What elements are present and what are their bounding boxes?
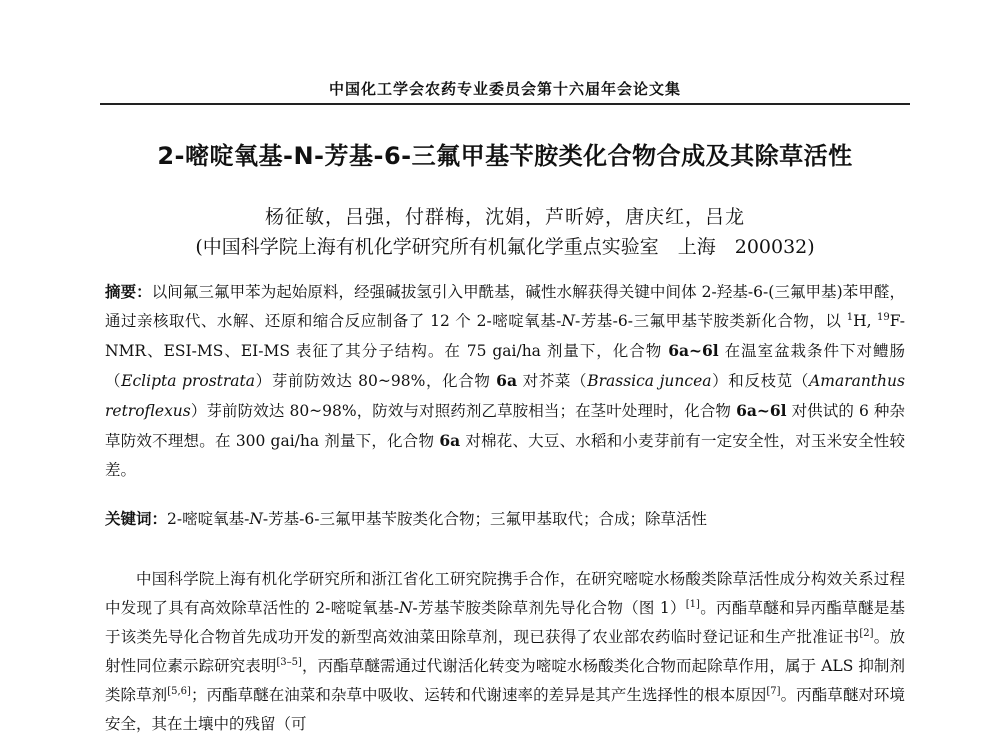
abstract-text: ）和反枝苋（ [711, 372, 810, 390]
abstract-italic-n: N [561, 312, 575, 330]
citation-ref: [1] [685, 598, 700, 610]
abstract-text: 对芥菜（ [517, 372, 588, 390]
abstract-text: F-NMR、ESI-MS、EI-MS 表征了其分子结构。在 75 gai/ha 剂量下，化合物 [105, 312, 905, 360]
body-text-run: 。丙酯草醚对环境安全，其在土壤中的残留（可 [105, 686, 905, 733]
citation-ref: [3–5] [276, 656, 302, 668]
species-name: Amaranthus retroflexus [105, 372, 905, 420]
running-header: 中国化工学会农药专业委员会第十六届年会论文集 [328, 80, 681, 98]
citation-ref: [7] [766, 685, 781, 697]
body-text [105, 565, 905, 737]
keywords-label: 关键词： [105, 510, 168, 528]
compound-label: 6a~6l [668, 341, 719, 360]
compound-label: 6a [439, 431, 461, 450]
abstract-text: ）芽前防效达 80~98%，防效与对照药剂乙草胺相当；在茎叶处理时，化合物 [190, 402, 737, 420]
abstract-text: ）芽前防效达 80~98%，化合物 [255, 372, 497, 390]
paper-title: 2-嘧啶氧基-N-芳基-6-三氟甲基苄胺类化合物合成及其除草活性 [157, 142, 853, 170]
nmr-superscript-h: 1 [846, 311, 854, 323]
abstract-text: H, [853, 312, 877, 330]
compound-label: 6a~6l [736, 401, 787, 420]
affiliation: (中国科学院上海有机化学研究所有机氟化学重点实验室 上海 200032) [195, 236, 815, 258]
abstract-text: 对供试的 6 种杂草防效不理想。在 300 gai/ha 剂量下，化合物 [105, 402, 905, 450]
keywords [105, 505, 905, 533]
body-italic-n: N [398, 599, 413, 617]
keywords-text: -芳基-6-三氟甲基苄胺类化合物；三氟甲基取代；合成；除草活性 [262, 510, 707, 528]
abstract [105, 278, 905, 485]
abstract-text: -芳基-6-三氟甲基苄胺类新化合物，以 [574, 312, 847, 330]
body-text-run: -芳基苄胺类除草剂先导化合物（图 1） [412, 599, 686, 617]
keywords-text: 2-嘧啶氧基- [167, 510, 250, 528]
author-list: 杨征敏，吕强，付群梅，沈娟，芦昕婷，唐庆红，吕龙 [264, 206, 745, 228]
species-name: Eclipta prostrata [121, 372, 256, 390]
body-text-run: 中国科学院上海有机化学研究所和浙江省化工研究院携手合作，在研究嘧啶水杨酸类除草活性成分构效关系过程中发现了具有高效除草活性的 2-嘧啶氧基- [105, 570, 905, 617]
keywords-italic-n: N [249, 510, 263, 528]
body-text-run: ，丙酯草醚需通过代谢活化转变为嘧啶水杨酸类化合物而起除草作用，属于 ALS 抑制剂类除草剂 [105, 657, 905, 704]
body-text-run: 。丙酯草醚和异丙酯草醚是基于该类先导化合物首先成功开发的新型高效油菜田除草剂，现已获得了农业部农药临时登记证和生产批准证书 [105, 599, 905, 646]
compound-label: 6a [496, 371, 517, 390]
citation-ref: [2] [859, 627, 874, 639]
abstract-text: 对棉花、大豆、水稻和小麦芽前有一定安全性，对玉米安全性较差。 [105, 432, 905, 479]
header-rule [100, 103, 910, 105]
abstract-text: 以间氟三氟甲苯为起始原料，经强碱拔氢引入甲酰基，碱性水解获得关键中间体 2-羟基-6-(三氟甲基)苯甲醛，通过亲核取代、水解、还原和缩合反应制备了 12 个 2-嘧啶氧基- [105, 283, 905, 330]
body-text-run: ；丙酯草醚在油菜和杂草中吸收、运转和代谢速率的差异是其产生选择性的根本原因 [190, 686, 767, 704]
citation-ref: [5,6] [167, 685, 191, 697]
body-paragraph [105, 565, 905, 737]
abstract-text: 在温室盆栽条件下对鳢肠（ [105, 342, 905, 390]
species-name: Brassica juncea [587, 372, 712, 390]
nmr-superscript-f: 19 [876, 311, 890, 323]
abstract-label: 摘要： [105, 283, 152, 301]
body-text-run: 。放射性同位素示踪研究表明 [105, 628, 905, 675]
